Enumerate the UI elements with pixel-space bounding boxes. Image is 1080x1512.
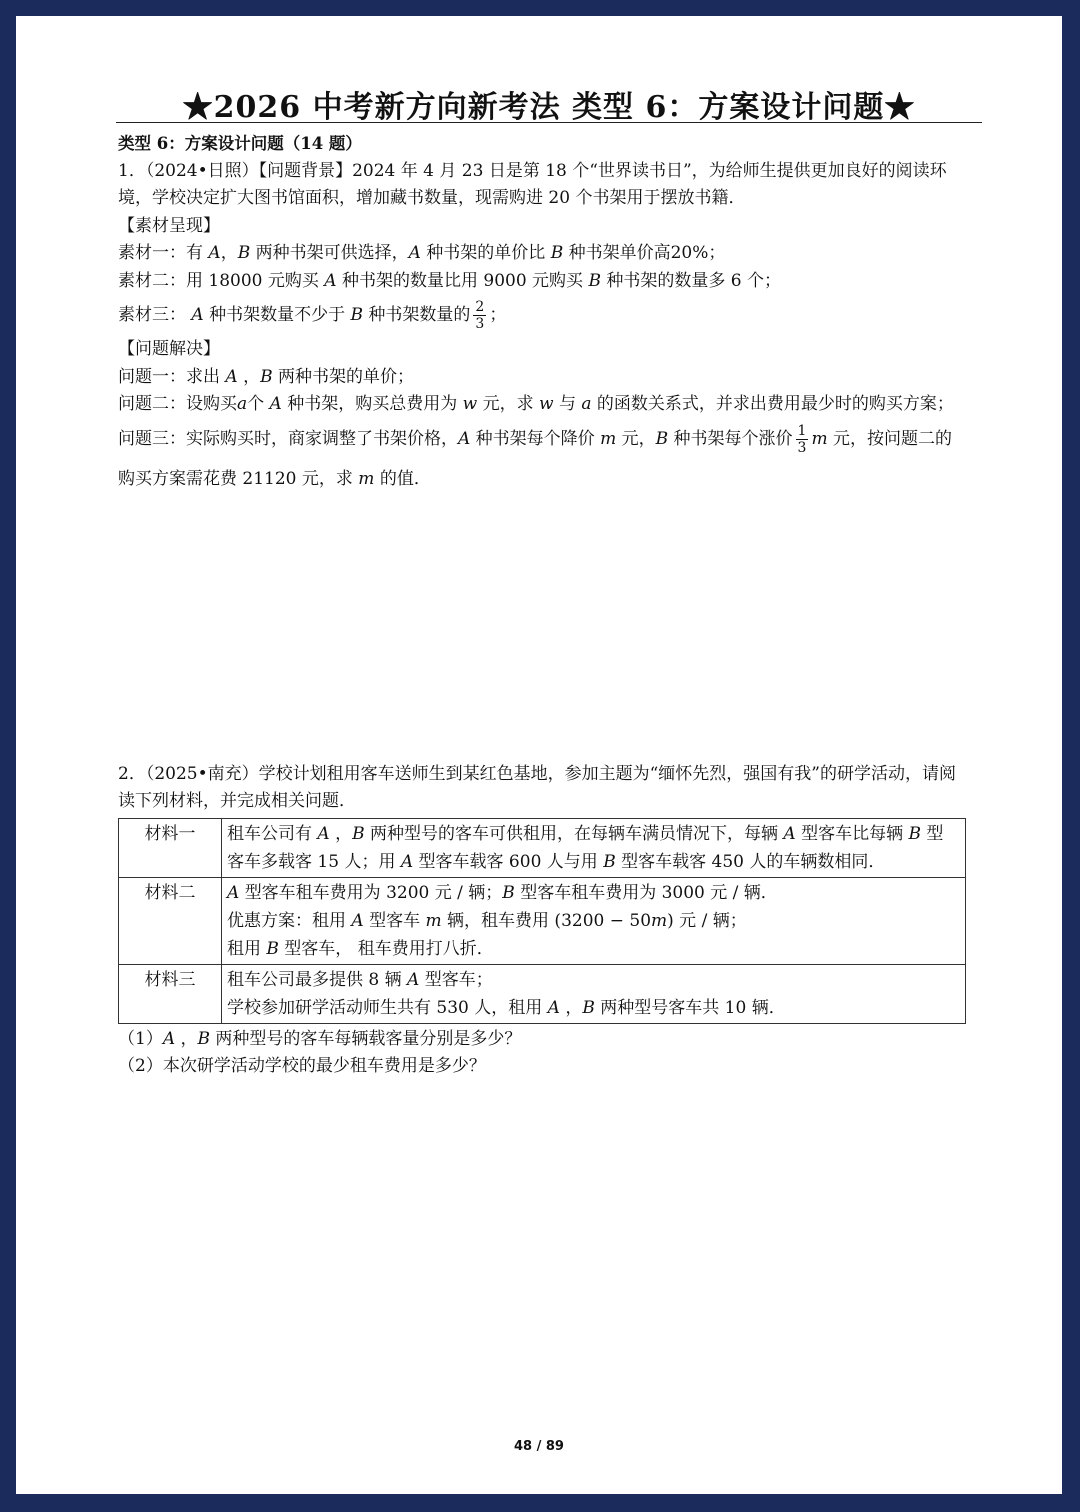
material-content: A 型客车租车费用为 3200 元 / 辆；B 型客车租车费用为 3000 元 / 辆． 优惠方案：租用 A 型客车 m 辆，租车费用 (3200 − 50m) 元 / 辆； 租用 B 型客车， 租车费用打八折． (222, 877, 966, 964)
q1-materials-heading: 【素材呈现】 (118, 215, 220, 236)
title-divider (116, 122, 982, 123)
answer-space (118, 499, 968, 761)
fraction-two-thirds: $\frac{2}{3}$ (475, 299, 485, 332)
question-1 (118, 158, 968, 499)
section-title: 类型 6：方案设计问题（14 题） (118, 134, 362, 153)
page-content (118, 130, 968, 1081)
material-label: 材料二 (119, 877, 222, 964)
table-row (119, 877, 966, 964)
material-content: 租车公司有 A ，B 两种型号的客车可供租用，在每辆车满员情况下，每辆 A 型客车比每辆 B 型客车多载客 15 人；用 A 型客车载客 600 人与用 B 型客车载客 450 人的车辆数相同． (222, 818, 966, 877)
q1-material-1: 素材一：有 A，B 两种书架可供选择，A 种书架的单价比 B 种书架单价高20%； (118, 243, 726, 263)
material-label: 材料三 (119, 964, 222, 1023)
table-row (119, 964, 966, 1023)
q2-subquestion-2: （2）本次研学活动学校的最少租车费用是多少？ (118, 1056, 486, 1076)
q2-intro: 2．（2025•南充）学校计划租用客车送师生到某红色基地，参加主题为“缅怀先烈，强国有我”的研学活动，请阅读下列材料，并完成相关问题． (118, 763, 956, 811)
table-row (119, 818, 966, 877)
q1-problem-3: 问题三：实际购买时，商家调整了书架价格，A 种书架每个降价 m 元，B 种书架每个涨价 $\frac{1}{3}$ m 元，按问题二的购买方案需花费 21120 元，求 m 的值． (118, 422, 952, 489)
question-2 (118, 761, 968, 1081)
q1-problem-1: 问题一：求出 A ，B 两种书架的单价； (118, 366, 414, 387)
page-number: 48 / 89 (514, 1439, 564, 1454)
page-title: ★2026 中考新方向新考法 类型 6：方案设计问题★ (182, 90, 916, 125)
materials-table (118, 818, 966, 1024)
document-page (16, 16, 1062, 1494)
q2-subquestion-1: （1）A ，B 两种型号的客车每辆载客量分别是多少？ (118, 1028, 522, 1049)
material-content: 租车公司最多提供 8 辆 A 型客车； 学校参加研学活动师生共有 530 人，租用 A ，B 两种型号客车共 10 辆． (222, 964, 966, 1023)
q1-problem-2: 问题二：设购买a个 A 种书架，购买总费用为 w 元，求 w 与 a 的函数关系式，并求出费用最少时的购买方案； (118, 394, 954, 414)
q1-solve-heading: 【问题解决】 (118, 339, 220, 359)
q1-material-2: 素材二：用 18000 元购买 A 种书架的数量比用 9000 元购买 B 种书架的数量多 6 个； (118, 270, 781, 291)
q1-intro: 1．（2024•日照）【问题背景】2024 年 4 月 23 日是第 18 个“世界读书日”，为给师生提供更加良好的阅读环境，学校决定扩大图书馆面积，增加藏书数量，现需购进 20 个书架用于摆放书籍． (118, 160, 947, 208)
material-label: 材料一 (119, 818, 222, 877)
q1-material-3: 素材三： A 种书架数量不少于 B 种书架数量的 $\frac{2}{3}$ ； (118, 299, 507, 332)
fraction-one-third: $\frac{1}{3}$ (797, 422, 807, 456)
